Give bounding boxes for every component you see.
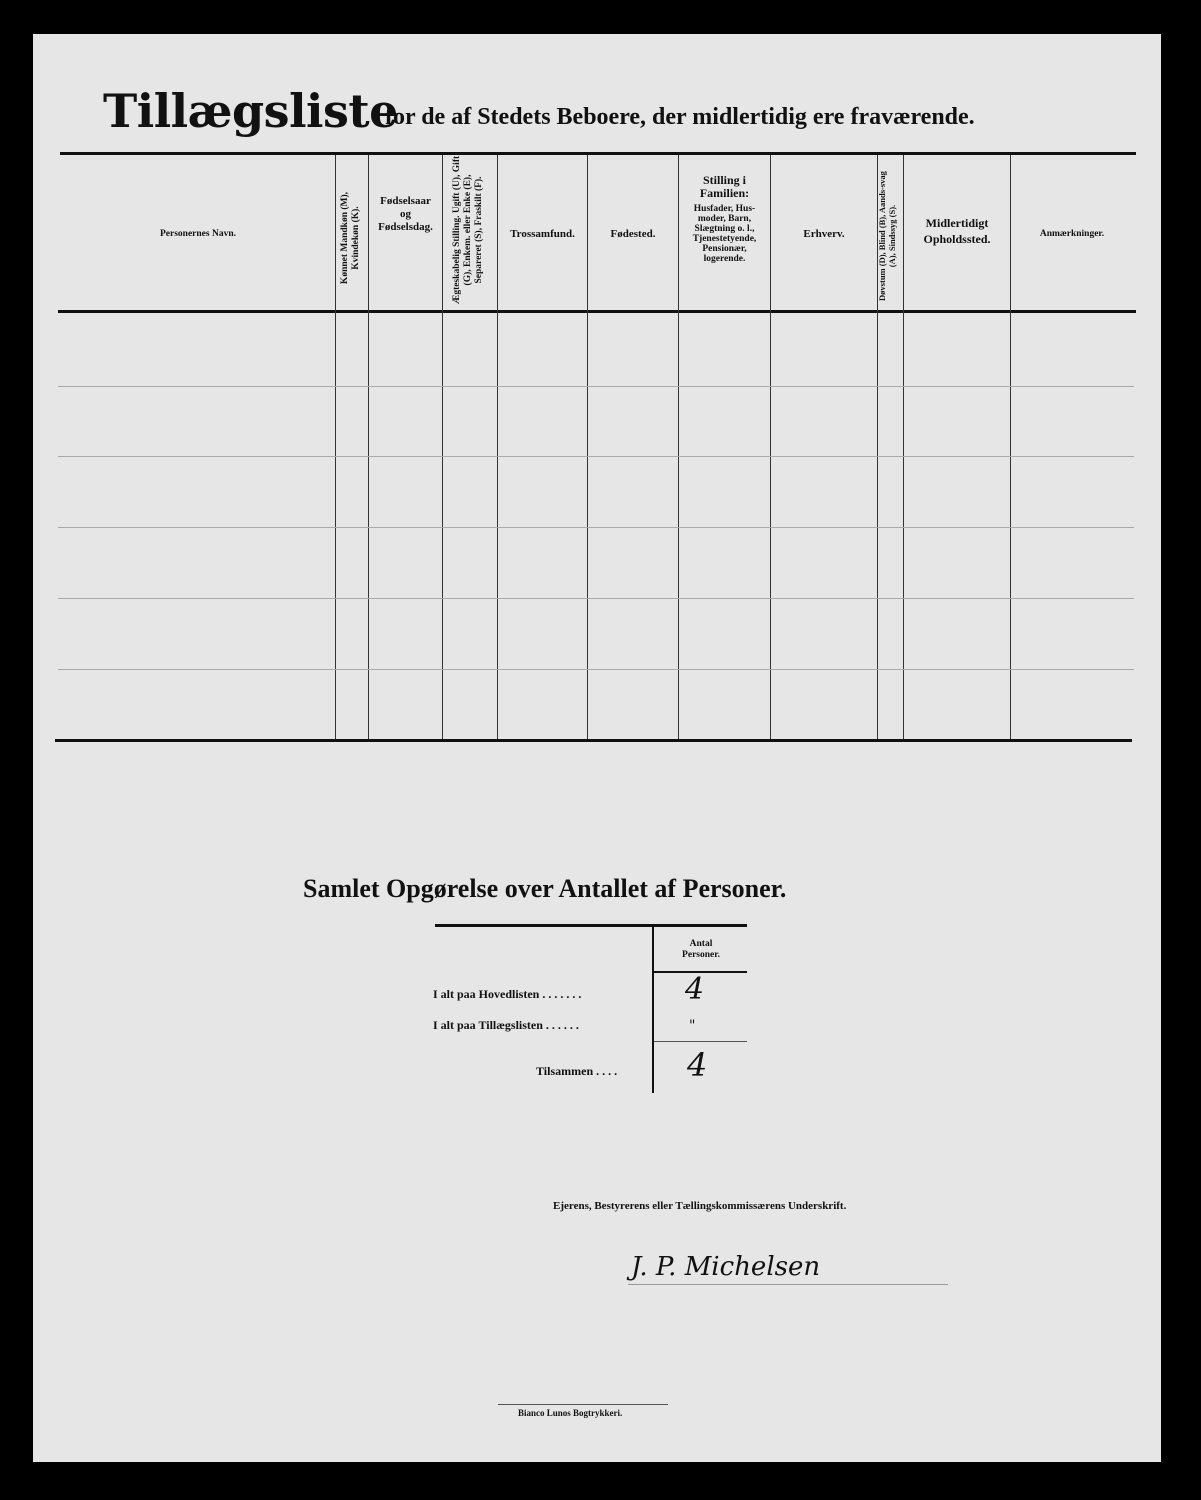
- summary-label-supplement-list: I alt paa Tillægslisten . . . . . .: [433, 1018, 579, 1032]
- header-temp-residence-l2: Opholdssted.: [923, 232, 991, 246]
- header-family-role-l3: Slægtning o. l.,: [694, 224, 755, 234]
- header-temp-residence-l1: Midlertidigt: [925, 216, 989, 230]
- header-family-role-l2: moder, Barn,: [697, 214, 752, 224]
- form-subtitle-text: for de af Stedets Beboere, der midlertidig ere: [385, 104, 845, 130]
- summary-col-header: [655, 932, 747, 968]
- header-names: Personernes Navn.: [160, 228, 236, 239]
- header-family-role-l1: Husfader, Hus-: [693, 204, 756, 214]
- header-disability: Døvstum (D), Blind (B), Aands-svag (A), Sindssyg (S).: [877, 171, 897, 301]
- header-family-role-title1: Stilling i: [702, 173, 746, 187]
- header-birthplace: Fødested.: [610, 227, 656, 240]
- header-temp-residence: [904, 209, 1010, 253]
- form-subtitle-emphasis: fraværende.: [850, 104, 975, 130]
- header-remarks: Anmærkninger.: [1039, 228, 1105, 239]
- summary-value-main-list: 4: [685, 972, 705, 1007]
- summary-total-rule: [654, 1041, 747, 1042]
- header-family-role-title2: Familien:: [699, 186, 750, 200]
- form-subtitle: [385, 104, 975, 131]
- row-divider: [58, 598, 1134, 599]
- signature-caption: Ejerens, Bestyrerens eller Tællingskommissærens Underskrift.: [553, 1200, 847, 1212]
- summary-label-main-list: I alt paa Hovedlisten . . . . . . .: [433, 987, 582, 1001]
- header-birth-line3: Fødselsdag.: [378, 220, 433, 233]
- row-divider: [58, 669, 1134, 670]
- header-family-role: [679, 174, 770, 294]
- header-family-role-l6: logerende.: [703, 254, 746, 264]
- summary-top-rule: [435, 924, 747, 927]
- summary-title: Samlet Opgørelse over Antallet af Personer.: [303, 874, 787, 903]
- header-religion: Trossamfund.: [510, 227, 575, 240]
- summary-value-total: 4: [687, 1046, 708, 1084]
- form-title: Tillægsliste: [103, 84, 398, 138]
- table-top-rule: [60, 152, 1136, 155]
- header-birth-line1: Fødselsaar: [380, 194, 431, 207]
- row-divider: [58, 456, 1134, 457]
- col-divider: [442, 155, 443, 739]
- header-birth: [369, 184, 442, 244]
- printer-imprint: Bianco Lunos Bogtrykkeri.: [518, 1408, 623, 1418]
- row-divider: [58, 527, 1134, 528]
- header-family-role-l5: Pensionær,: [702, 244, 747, 254]
- summary-label-total: Tilsammen . . . .: [536, 1064, 618, 1078]
- census-form-page: [33, 34, 1161, 1462]
- summary-col-header-l1: Antal: [689, 939, 713, 949]
- col-divider: [335, 155, 336, 739]
- summary-value-supplement-list: ": [689, 1018, 696, 1034]
- header-birth-line2: og: [400, 207, 411, 220]
- header-gender: Kønnet Mandkøn (M), Kvindekøn (K).: [340, 191, 361, 285]
- table-header-rule: [58, 310, 1136, 313]
- signature: J. P. Michelsen: [631, 1252, 821, 1282]
- summary-col-header-l2: Personer.: [682, 950, 720, 960]
- header-marital: Ægteskabelig Stilling. Ugift (U), Gift (G), Enkem. eller Enke (E), Separeret (S), Fraskilt (F).: [452, 155, 484, 305]
- summary-divider: [652, 927, 654, 1093]
- header-family-role-l4: Tjenestetyende,: [692, 234, 757, 244]
- signature-line: [628, 1284, 948, 1285]
- header-occupation: Erhverv.: [803, 227, 845, 240]
- printer-line: [498, 1404, 668, 1405]
- table-bottom-rule: [55, 739, 1132, 742]
- row-divider: [58, 386, 1134, 387]
